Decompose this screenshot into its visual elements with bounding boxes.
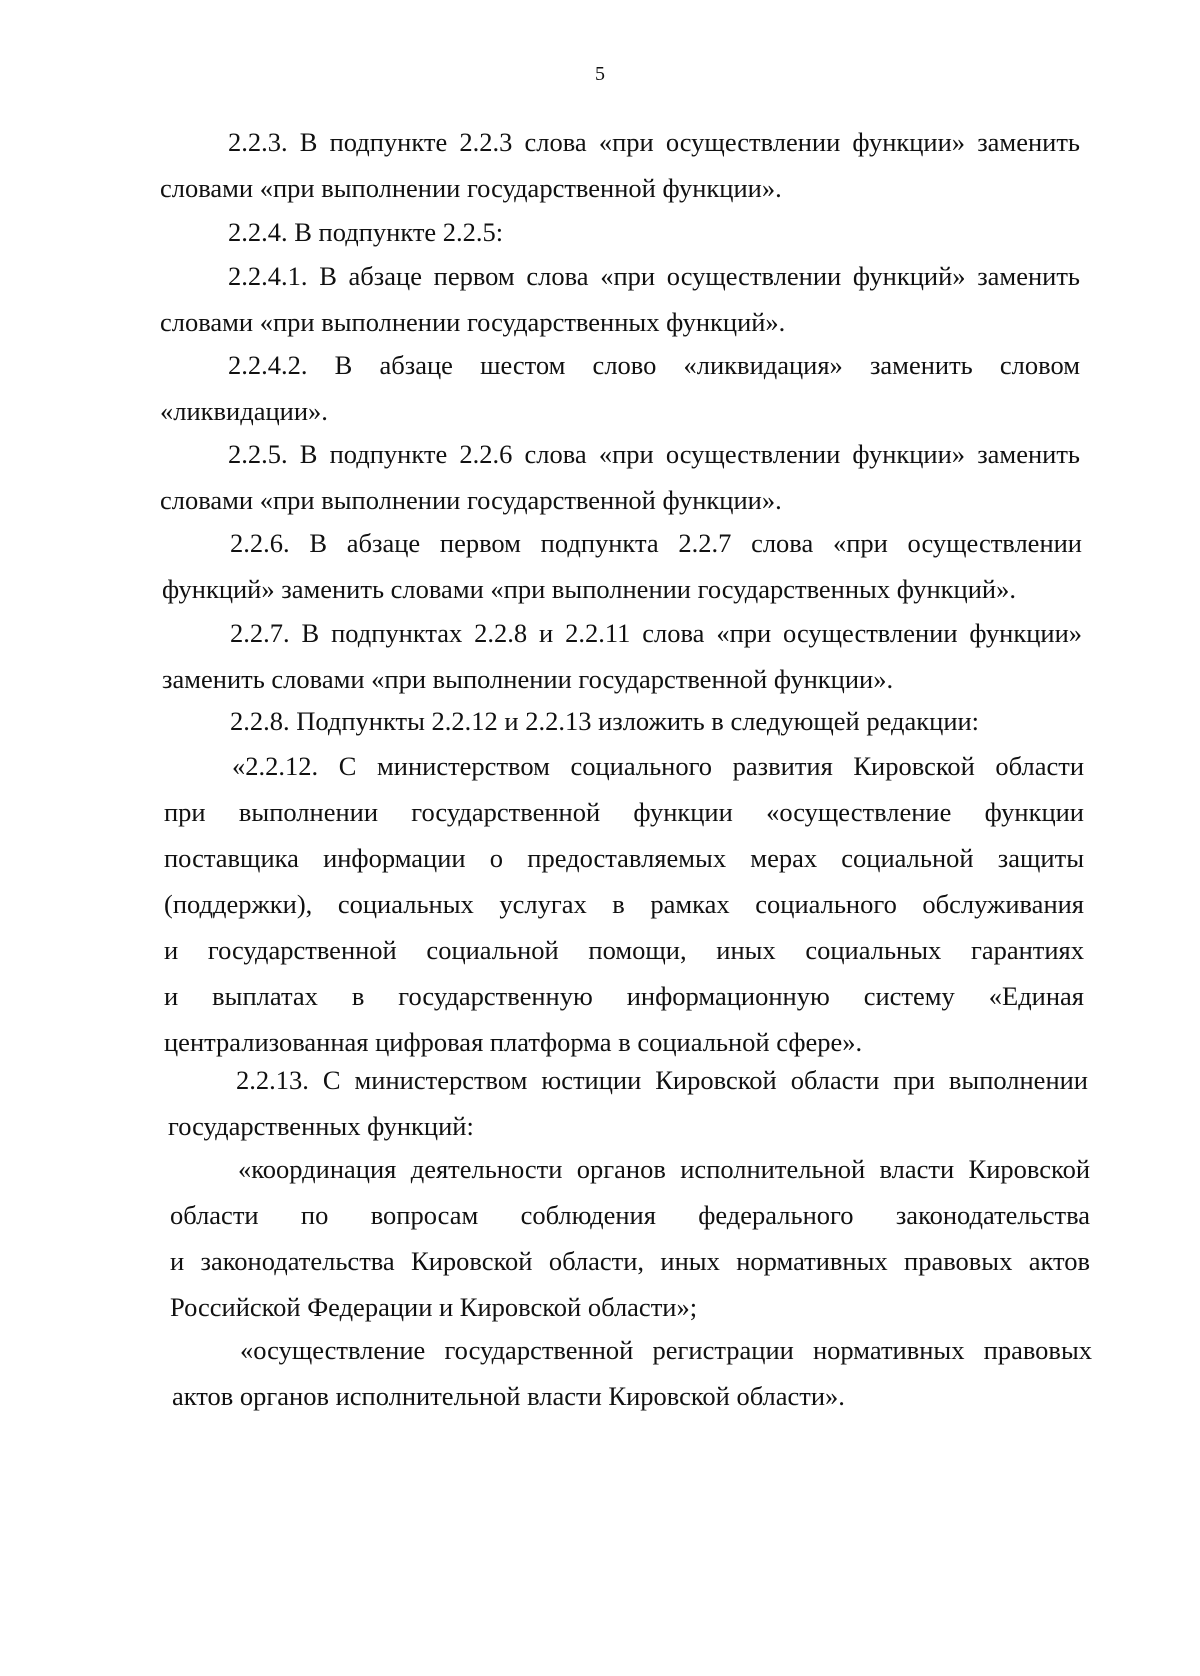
paragraph-2-2-8 — [162, 698, 1082, 744]
paragraph-line: «осуществление государственной регистрации нормативных правовых — [240, 1335, 1092, 1365]
paragraph-line: государственных функций: — [168, 1111, 474, 1141]
paragraph-line: 2.2.8. Подпункты 2.2.12 и 2.2.13 изложить в следующей редакции: — [230, 706, 980, 736]
paragraph-line: актов органов исполнительной власти Кировской области». — [172, 1381, 845, 1411]
paragraph-line: централизованная цифровая платформа в социальной сфере». — [164, 1027, 863, 1057]
paragraph-line: (поддержки), социальных услугах в рамках социального обслуживания — [164, 889, 1084, 919]
paragraph-registration — [172, 1327, 1092, 1419]
paragraph-line: 2.2.13. С министерством юстиции Кировской области при выполнении — [236, 1065, 1088, 1095]
paragraph-line: словами «при выполнении государственных функций». — [160, 307, 786, 337]
paragraph-line: функций» заменить словами «при выполнении государственных функций». — [162, 574, 1016, 604]
paragraph-2-2-12 — [164, 743, 1084, 1065]
paragraph-2-2-4-1 — [160, 253, 1080, 345]
paragraph-line: «ликвидации». — [160, 396, 328, 426]
paragraph-line: Российской Федерации и Кировской области»; — [170, 1292, 698, 1322]
paragraph-line: «координация деятельности органов исполнительной власти Кировской — [238, 1154, 1090, 1184]
paragraph-2-2-4 — [160, 209, 1080, 255]
paragraph-2-2-5 — [160, 431, 1080, 523]
paragraph-line: 2.2.4.2. В абзаце шестом слово «ликвидация» заменить словом — [228, 350, 1080, 380]
paragraph-line: поставщика информации о предоставляемых мерах социальной защиты — [164, 843, 1084, 873]
paragraph-line: словами «при выполнении государственной функции». — [160, 173, 782, 203]
paragraph-2-2-4-2 — [160, 342, 1080, 434]
paragraph-line: 2.2.4.1. В абзаце первом слова «при осуществлении функций» заменить — [228, 261, 1080, 291]
paragraph-line: словами «при выполнении государственной функции». — [160, 485, 782, 515]
paragraph-coordination — [170, 1146, 1090, 1330]
paragraph-line: и законодательства Кировской области, иных нормативных правовых актов — [170, 1246, 1090, 1276]
paragraph-line: заменить словами «при выполнении государственной функции». — [162, 664, 894, 694]
paragraph-line: «2.2.12. С министерством социального развития Кировской области — [232, 751, 1084, 781]
paragraph-2-2-7 — [162, 610, 1082, 702]
paragraph-line: 2.2.4. В подпункте 2.2.5: — [228, 217, 504, 247]
paragraph-line: 2.2.3. В подпункте 2.2.3 слова «при осуществлении функции» заменить — [228, 127, 1080, 157]
paragraph-line: и выплатах в государственную информационную систему «Единая — [164, 981, 1084, 1011]
paragraph-line: и государственной социальной помощи, иных социальных гарантиях — [164, 935, 1084, 965]
paragraph-2-2-13 — [168, 1057, 1088, 1149]
paragraph-2-2-6 — [162, 520, 1082, 612]
paragraph-line: при выполнении государственной функции «осуществление функции — [164, 797, 1084, 827]
page-number: 5 — [595, 63, 605, 85]
paragraph-2-2-3 — [160, 119, 1080, 211]
paragraph-line: 2.2.7. В подпунктах 2.2.8 и 2.2.11 слова «при осуществлении функции» — [230, 618, 1082, 648]
paragraph-line: области по вопросам соблюдения федерального законодательства — [170, 1200, 1090, 1230]
paragraph-line: 2.2.5. В подпункте 2.2.6 слова «при осуществлении функции» заменить — [228, 439, 1080, 469]
paragraph-line: 2.2.6. В абзаце первом подпункта 2.2.7 слова «при осуществлении — [230, 528, 1082, 558]
